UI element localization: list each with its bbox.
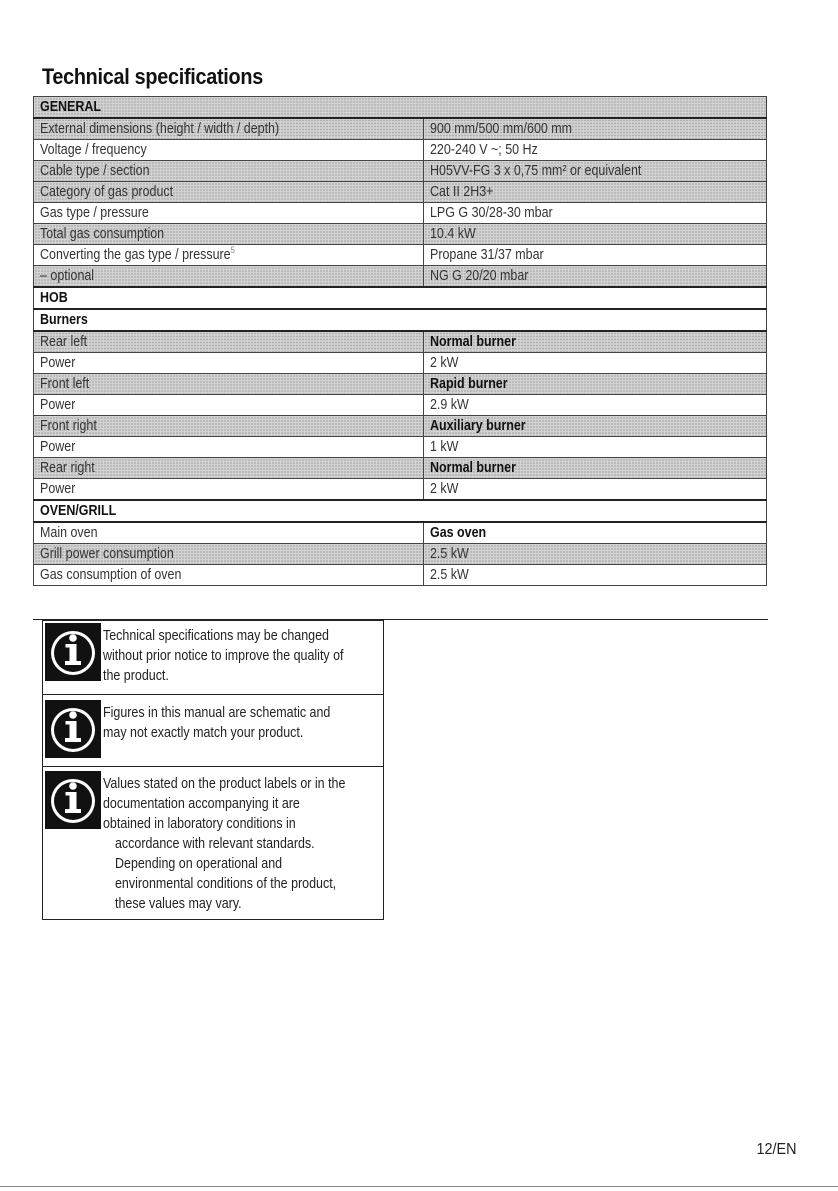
- spec-row: [34, 140, 767, 161]
- spec-label: Grill power consumption: [40, 546, 174, 562]
- spec-label: Front right: [40, 418, 97, 434]
- spec-value-cell: [424, 565, 767, 586]
- spec-row: [34, 203, 767, 224]
- spec-label: Power: [40, 439, 76, 455]
- page-title: Technical specifications: [42, 64, 263, 89]
- spec-table: [33, 96, 767, 586]
- section-title: GENERAL: [40, 99, 101, 115]
- spec-section-label: [34, 309, 767, 331]
- spec-value: 2.5 kW: [430, 546, 469, 562]
- spec-row: [34, 353, 767, 374]
- spec-section-label: [34, 287, 767, 309]
- spec-row: [34, 245, 767, 266]
- spec-label-cell: [34, 479, 424, 501]
- spec-label: – optional: [40, 268, 95, 284]
- spec-value-cell: [424, 203, 767, 224]
- note-line: Technical specifications may be changed: [103, 628, 329, 644]
- spec-label: Rear right: [40, 460, 95, 476]
- spec-row: [34, 118, 767, 140]
- spec-value-cell: [424, 331, 767, 353]
- spec-value-cell: [424, 182, 767, 203]
- spec-value: H05VV-FG 3 x 0,75 mm² or equivalent: [430, 163, 642, 179]
- spec-label-cell: [34, 182, 424, 203]
- spec-row: [34, 522, 767, 544]
- note-line: Figures in this manual are schematic and: [103, 705, 331, 721]
- spec-label-cell: [34, 416, 424, 437]
- spec-label: Front left: [40, 376, 90, 392]
- spec-label: External dimensions (height / width / depth): [40, 121, 280, 137]
- spec-label-cell: [34, 437, 424, 458]
- spec-value-cell: [424, 437, 767, 458]
- spec-value: 2.9 kW: [430, 397, 469, 413]
- spec-value-cell: [424, 224, 767, 245]
- spec-row: [34, 479, 767, 501]
- note-line: obtained in laboratory conditions in: [103, 816, 296, 832]
- spec-value-cell: [424, 458, 767, 479]
- note-item: [43, 695, 383, 767]
- section-title: HOB: [40, 290, 68, 306]
- spec-label-cell: [34, 140, 424, 161]
- spec-value-cell: [424, 395, 767, 416]
- spec-value-cell: [424, 161, 767, 182]
- spec-section-label: [34, 97, 767, 119]
- spec-row: [34, 544, 767, 565]
- spec-value: Cat II 2H3+: [430, 184, 494, 200]
- note-line: may not exactly match your product.: [103, 725, 304, 741]
- spec-section-row: [34, 500, 767, 522]
- spec-label: Voltage / frequency: [40, 142, 147, 158]
- spec-value: 1 kW: [430, 439, 459, 455]
- spec-value-cell: [424, 118, 767, 140]
- note-line: Values stated on the product labels or in the: [103, 776, 346, 792]
- spec-value: 900 mm/500 mm/600 mm: [430, 121, 573, 137]
- note-line: without prior notice to improve the quality of: [103, 648, 344, 664]
- spec-value: 10.4 kW: [430, 226, 476, 242]
- spec-section-label: [34, 500, 767, 522]
- spec-row: [34, 266, 767, 288]
- spec-value-cell: [424, 416, 767, 437]
- spec-value-cell: [424, 374, 767, 395]
- spec-row: [34, 416, 767, 437]
- spec-label: Category of gas product: [40, 184, 174, 200]
- spec-row: [34, 224, 767, 245]
- spec-value: Auxiliary burner: [430, 418, 526, 434]
- spec-label: Power: [40, 355, 76, 371]
- spec-value: Normal burner: [430, 334, 516, 350]
- spec-value-cell: [424, 140, 767, 161]
- note-line: accordance with relevant standards.: [115, 836, 315, 852]
- spec-value: NG G 20/20 mbar: [430, 268, 529, 284]
- spec-section-row: [34, 287, 767, 309]
- spec-value: Gas oven: [430, 525, 487, 541]
- page-number: 12/EN: [755, 1141, 796, 1158]
- spec-label-cell: [34, 544, 424, 565]
- spec-row: [34, 161, 767, 182]
- info-icon: [45, 700, 101, 758]
- spec-value: LPG G 30/28-30 mbar: [430, 205, 553, 221]
- info-icon: [45, 623, 101, 681]
- spec-label-cell: [34, 522, 424, 544]
- spec-table-body: [34, 97, 767, 586]
- spec-label: Gas type / pressure: [40, 205, 149, 221]
- note-line: Depending on operational and: [115, 856, 283, 872]
- spec-value: 220-240 V ~; 50 Hz: [430, 142, 538, 158]
- section-title: Burners: [40, 312, 88, 328]
- spec-label: Gas consumption of oven: [40, 567, 182, 583]
- spec-label-cell: [34, 245, 424, 266]
- footnote-marker: 5: [230, 245, 235, 256]
- note-line: documentation accompanying it are: [103, 796, 300, 812]
- spec-label-cell: [34, 224, 424, 245]
- notes-box: [42, 620, 384, 920]
- spec-value: Normal burner: [430, 460, 516, 476]
- spec-value-cell: [424, 266, 767, 288]
- spec-label: Power: [40, 397, 76, 413]
- note-line: the product.: [103, 668, 169, 684]
- spec-label-cell: [34, 374, 424, 395]
- spec-row: [34, 395, 767, 416]
- spec-value-cell: [424, 522, 767, 544]
- section-title: OVEN/GRILL: [40, 503, 117, 519]
- spec-label-cell: [34, 266, 424, 288]
- spec-row: [34, 374, 767, 395]
- spec-label-cell: [34, 565, 424, 586]
- spec-label: Main oven: [40, 525, 98, 541]
- spec-value: Propane 31/37 mbar: [430, 247, 544, 263]
- spec-label-cell: [34, 118, 424, 140]
- spec-label: Cable type / section: [40, 163, 150, 179]
- spec-label-cell: [34, 458, 424, 479]
- note-line: environmental conditions of the product,: [115, 876, 337, 892]
- spec-label: Total gas consumption: [40, 226, 165, 242]
- spec-label-cell: [34, 395, 424, 416]
- spec-value: 2 kW: [430, 481, 459, 497]
- spec-label: Rear left: [40, 334, 88, 350]
- spec-value-cell: [424, 479, 767, 501]
- spec-label-cell: [34, 331, 424, 353]
- spec-value: Rapid burner: [430, 376, 508, 392]
- spec-row: [34, 331, 767, 353]
- spec-label-cell: [34, 203, 424, 224]
- spec-label: Power: [40, 481, 76, 497]
- spec-label-cell: [34, 161, 424, 182]
- bottom-rule: [0, 1186, 838, 1187]
- spec-row: [34, 458, 767, 479]
- spec-row: [34, 565, 767, 586]
- spec-value: 2 kW: [430, 355, 459, 371]
- spec-section-row: [34, 309, 767, 331]
- note-item: [43, 621, 383, 695]
- spec-value-cell: [424, 245, 767, 266]
- spec-value-cell: [424, 544, 767, 565]
- note-line: these values may vary.: [115, 896, 242, 912]
- spec-row: [34, 182, 767, 203]
- spec-label-cell: [34, 353, 424, 374]
- spec-value: 2.5 kW: [430, 567, 469, 583]
- spec-value-cell: [424, 353, 767, 374]
- spec-section-row: [34, 97, 767, 119]
- spec-label: Converting the gas type / pressure: [40, 247, 231, 263]
- info-icon: [45, 771, 101, 829]
- note-item: [43, 767, 383, 919]
- spec-row: [34, 437, 767, 458]
